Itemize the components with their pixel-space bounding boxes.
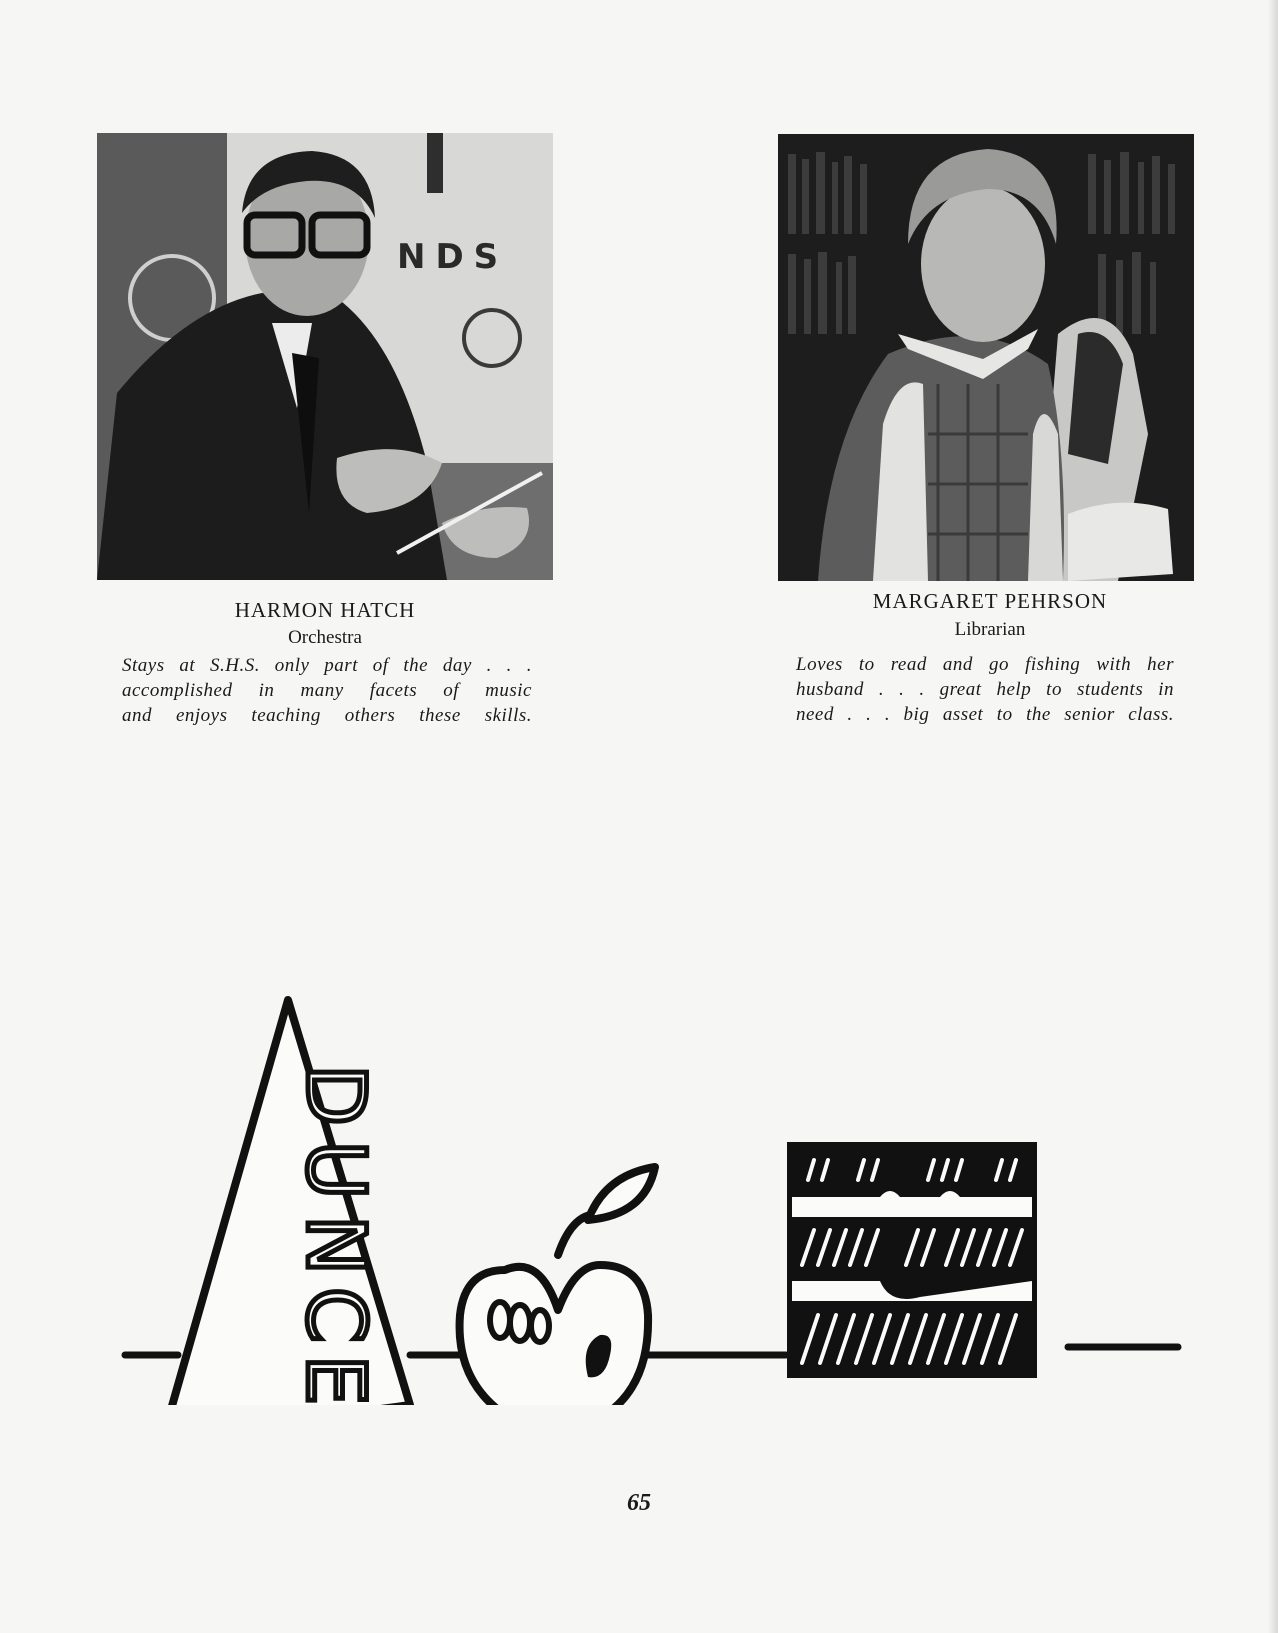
bio-line: husband . . . great help to students in xyxy=(796,679,1174,700)
apple-icon xyxy=(460,1167,655,1405)
bio-line: accomplished in many facets of music xyxy=(122,680,532,701)
cap-letter: N xyxy=(289,1215,382,1275)
svg-text:NDS: NDS xyxy=(397,237,509,277)
faculty-bio xyxy=(796,652,1174,727)
cap-letter: C xyxy=(289,1287,382,1343)
photo-margaret-pehrson xyxy=(778,134,1194,581)
faculty-name: MARGARET PEHRSON xyxy=(872,589,1108,613)
decorative-drawing xyxy=(110,985,1190,1405)
faculty-bio xyxy=(122,653,532,728)
faculty-name: HARMON HATCH xyxy=(234,598,416,622)
bio-line: and enjoys teaching others these skills. xyxy=(122,705,532,726)
photo-harmon-hatch xyxy=(97,133,553,580)
page-edge-shadow xyxy=(1268,0,1278,1633)
book-icon xyxy=(790,1145,1034,1375)
faculty-subject: Librarian xyxy=(954,619,1026,640)
bio-line: need . . . big asset to the senior class. xyxy=(796,704,1174,725)
faculty-subject: Orchestra xyxy=(288,627,362,648)
cap-letter: D xyxy=(289,1064,382,1126)
cap-letter: U xyxy=(289,1140,382,1200)
bio-line: Stays at S.H.S. only part of the day . . . xyxy=(122,655,532,676)
dunce-cap-icon xyxy=(170,1000,410,1405)
bio-line: Loves to read and go fishing with her xyxy=(796,654,1174,675)
page-number: 65 xyxy=(627,1490,651,1516)
portrait-image xyxy=(778,134,1194,581)
portrait-image xyxy=(97,133,553,580)
cap-letter: E xyxy=(289,1354,382,1405)
